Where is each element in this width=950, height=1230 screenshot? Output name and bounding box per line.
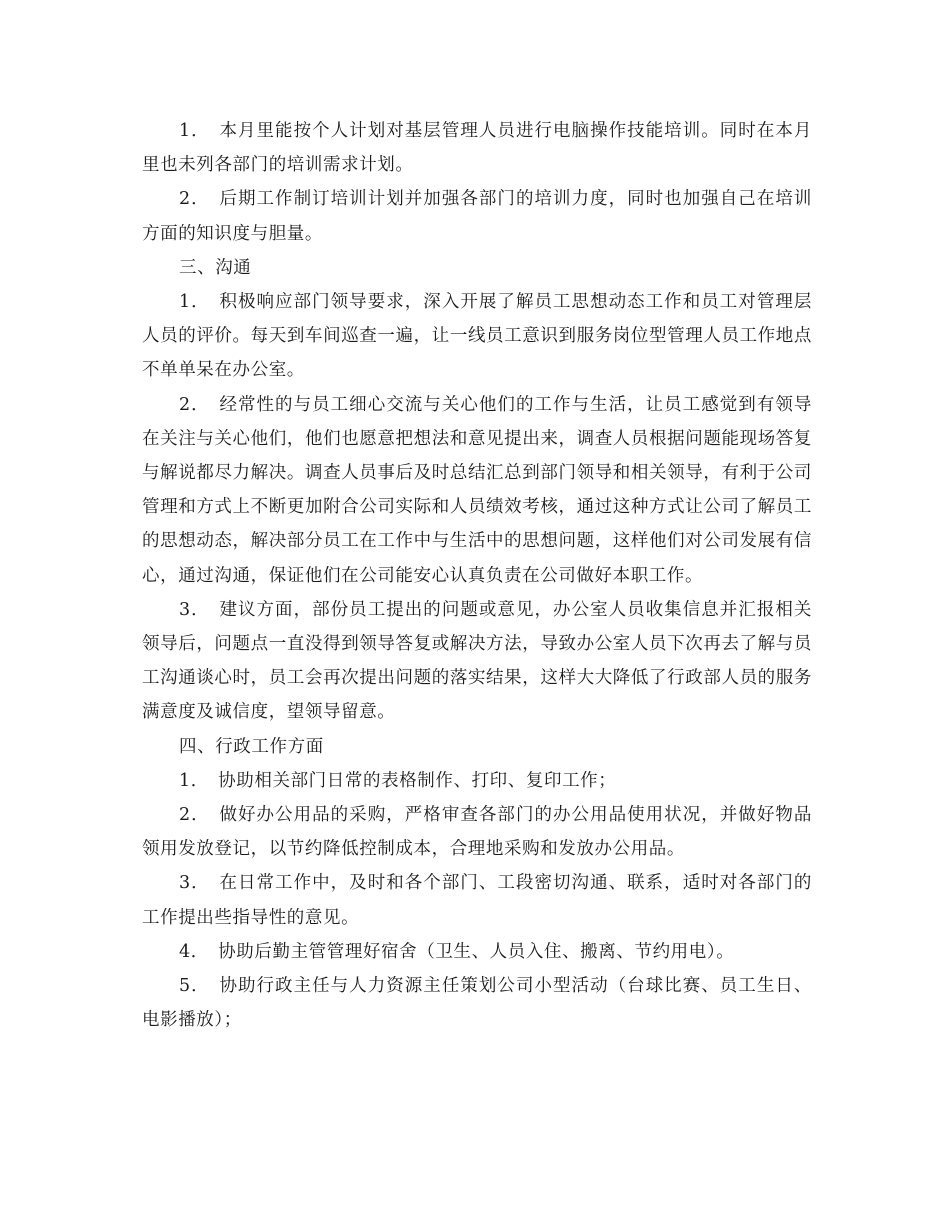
paragraph-6: 1． 协助相关部门日常的表格制作、打印、复印工作； bbox=[179, 770, 617, 791]
paragraph-2: 2． 后期工作制订培训计划并加强各部门的培训力度，同时也加强自己在培训方面的知识度与胆量。 bbox=[142, 189, 812, 244]
paragraph-7: 2． 做好办公用品的采购，严格审查各部门的办公用品使用状况，并做好物品领用发放登记，以节约降低控制成本，合理地采购和发放办公用品。 bbox=[142, 805, 812, 860]
paragraph-1: 1． 本月里能按个人计划对基层管理人员进行电脑操作技能培训。同时在本月里也未列各部门的培训需求计划。 bbox=[142, 121, 812, 176]
section-heading-administration: 四、行政工作方面 bbox=[179, 736, 324, 757]
paragraph-5: 3． 建议方面，部份员工提出的问题或意见，办公室人员收集信息并汇报相关领导后，问题点一直没得到领导答复或解决方法，导致办公室人员下次再去了解与员工沟通谈心时，员工会再次提出问题的落实结果，这样大大降低了行政部人员的服务满意度及诚信度，望领导留意。 bbox=[142, 599, 812, 723]
paragraph-10: 5． 协助行政主任与人力资源主任策划公司小型活动（台球比赛、员工生日、电影播放）； bbox=[142, 976, 812, 1031]
section-heading-communication: 三、沟通 bbox=[179, 257, 252, 278]
paragraph-4: 2． 经常性的与员工细心交流与关心他们的工作与生活，让员工感觉到有领导在关注与关心他们，他们也愿意把想法和意见提出来，调查人员根据问题能现场答复与解说都尽力解决。调查人员事后及时总结汇总到部门领导和相关领导，有利于公司管理和方式上不断更加附合公司实际和人员绩效考核，通过这种方式让公司了解员工的思想动态，解决部分员工在工作中与生活中的思想问题，这样他们对公司发展有信心，通过沟通，保证他们在公司能安心认真负责在公司做好本职工作。 bbox=[142, 394, 812, 586]
document-body bbox=[142, 114, 812, 1037]
paragraph-3: 1． 积极响应部门领导要求，深入开展了解员工思想动态工作和员工对管理层人员的评价。每天到车间巡查一遍，让一线员工意识到服务岗位型管理人员工作地点不单单呆在办公室。 bbox=[142, 292, 812, 381]
paragraph-9: 4． 协助后勤主管管理好宿舍（卫生、人员入住、搬离、节约用电）。 bbox=[179, 941, 735, 962]
paragraph-8: 3． 在日常工作中，及时和各个部门、工段密切沟通、联系，适时对各部门的工作提出些指导性的意见。 bbox=[142, 873, 812, 928]
